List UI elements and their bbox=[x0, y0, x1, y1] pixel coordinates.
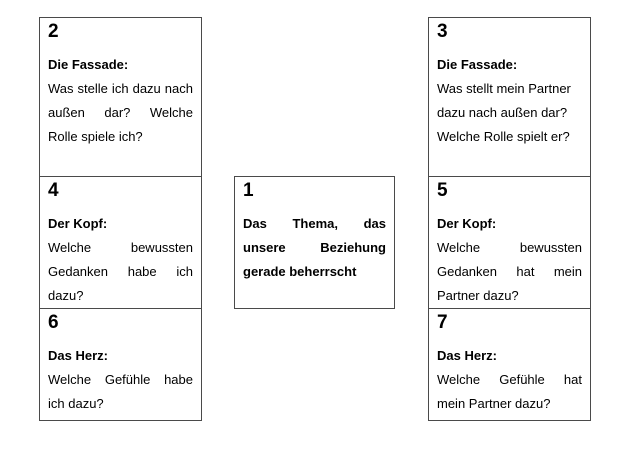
card-text: Das Thema, das unsere Beziehung gerade beherrscht bbox=[243, 216, 386, 279]
card-4-head-self bbox=[39, 176, 202, 309]
card-text: Was stellt mein Partner dazu nach außen dar? Welche Rolle spielt er? bbox=[437, 81, 571, 144]
card-number: 3 bbox=[437, 21, 448, 42]
card-title: Die Fassade: bbox=[437, 57, 518, 72]
card-title: Die Fassade: bbox=[48, 57, 129, 72]
card-title: Das Herz: bbox=[437, 348, 497, 363]
card-1-topic bbox=[234, 176, 395, 309]
card-5-head-partner bbox=[428, 176, 591, 309]
card-number: 7 bbox=[437, 312, 448, 333]
card-text: Welche bewussten Gedanken habe ich dazu? bbox=[48, 240, 193, 303]
card-number: 6 bbox=[48, 312, 59, 333]
card-text: Welche bewussten Gedanken hat mein Partner dazu? bbox=[437, 240, 582, 303]
card-number: 2 bbox=[48, 21, 59, 42]
card-title: Der Kopf: bbox=[48, 216, 108, 231]
card-text: Welche Gefühle hat mein Partner dazu? bbox=[437, 372, 582, 411]
card-text: Welche Gefühle habe ich dazu? bbox=[48, 372, 193, 411]
card-number: 1 bbox=[243, 180, 254, 201]
card-7-heart-partner bbox=[428, 308, 591, 421]
card-6-heart-self bbox=[39, 308, 202, 421]
card-number: 5 bbox=[437, 180, 448, 201]
card-title: Der Kopf: bbox=[437, 216, 497, 231]
card-number: 4 bbox=[48, 180, 59, 201]
card-title: Das Herz: bbox=[48, 348, 108, 363]
card-3-facade-partner bbox=[428, 17, 591, 177]
card-text: Was stelle ich dazu nach außen dar? Welche Rolle spiele ich? bbox=[48, 81, 193, 144]
card-2-facade-self bbox=[39, 17, 202, 177]
